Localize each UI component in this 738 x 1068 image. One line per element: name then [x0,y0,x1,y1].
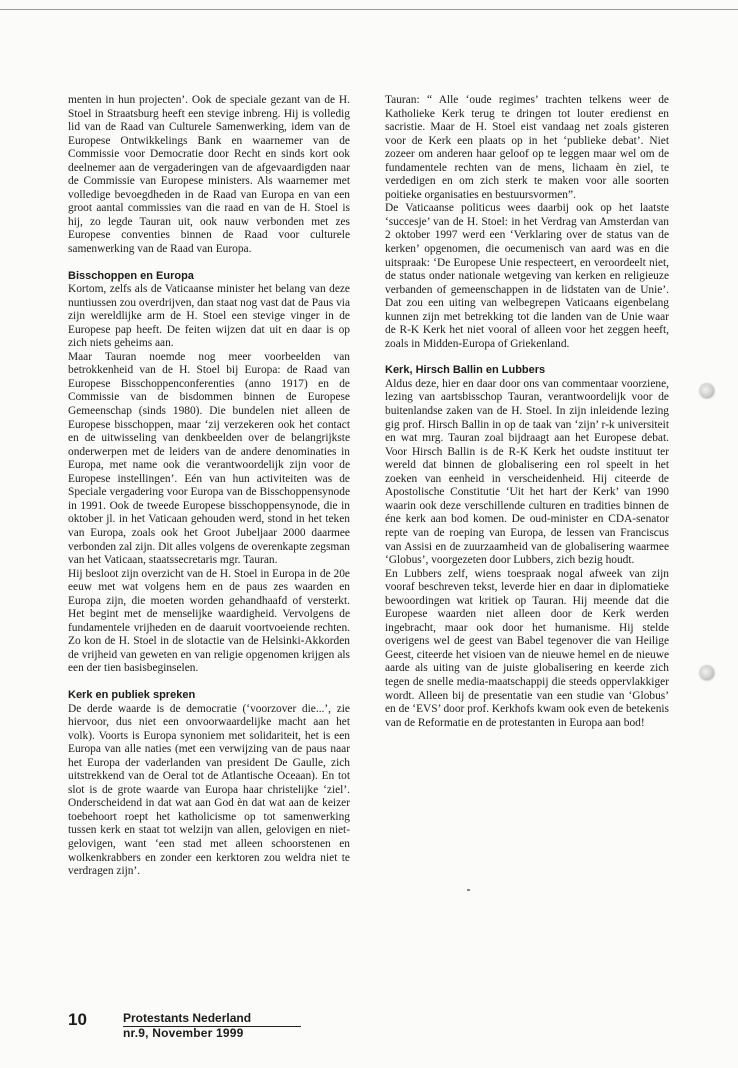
left-column [68,94,350,879]
body-paragraph: Tauran: “ Alle ‘oude regimes’ trachten telkens weer de Katholieke Kerk terug te dringen tot louter eredienst en sacristie. Maar de H. Stoel eist vandaag net zoals gisteren voor de Kerk een plaats op in het ‘publieke debat’. Niet zozeer om anderen haar geloof op te leggen maar wel om de fundamentele rechten van de mens, lichaam èn ziel, te verdedigen en om zich sterk te maken voor alle soorten poitieke organisaties en bestuursvormen”. [385,94,669,201]
body-paragraph: Hij besloot zijn overzicht van de H. Stoel in Europa in de 20e eeuw met wat volgens hem en de paus zes waarden en Europa zijn, die moeten worden gehandhaafd of versterkt. Het begint met de menselijke waardigheid. Vervolgens de fundamentele vrijheden en de daaruit voortvoeiende rechten. Zo kon de H. Stoel in de slotactie van de Helsinki-Akkorden de vrijheid van geweten en van religie opgenomen krijgen als een der tien basisbeginselen. [68,567,350,675]
body-paragraph: Aldus deze, hier en daar door ons van commentaar voorziene, lezing van aartsbisschop Tauran, verantwoordelijk voor de buitenlandse zaken van de H. Stoel. In zijn inleidende lezing gig prof. Hirsch Ballin in op de taak van ‘zijn’ r-k universiteit en wat mrg. Tauran zoal bijdraagt aan het Europese debat. Voor Hirsch Ballin is de R-K Kerk het oudste instituut ter wereld dat binnen de globalisering een rol speelt in het zoeken van eenheid in verscheidenheid. Hij citeerde de Apostolische Constitutie ‘Uit het hart der Kerk’ van 1990 waarin ook deze verschillende culturen en tradities binnen de éne kerk aan bod komen. De oud-minister en CDA-senator repte van de roeping van Europa, de lessen van Franciscus van Assisi en de zuurzaamheid van de globalisering waarmee ‘Globus’, voorgezeten door Lubbers, zich bezig houdt. [385,377,669,567]
page-number: 10 [68,1010,87,1029]
section-heading: Kerk en publiek spreken [68,688,196,701]
issue-line: nr.9, November 1999 [123,1026,244,1040]
section-heading: Kerk, Hirsch Ballin en Lubbers [385,364,546,377]
body-paragraph: De Vaticaanse politicus wees daarbij ook op het laatste ‘succesje’ van de H. Stoel: in het Verdrag van Amsterdan van 2 oktober 1997 werd een ‘Verklaring over de status van de kerken’ opgenomen, die oecumenisch van aard was en die uitspraak: ‘De Europese Unie respecteert, en veroordeelt niet, de status onder nationale wetgeving van kerken en religieuze verbanden of gemeenschappen in de lidstaten van de Unie’. Dat zou een uiting van welbegrepen Vaticaans eigenbelang kunnen zijn met betrekking tot die landen van de Unie waar de R-K Kerk het niet vooral of alleen voor het zeggen heeft, zoals in Midden-Europa of Griekenland. [385,202,669,350]
punch-hole-bottom [700,666,714,680]
body-paragraph: Kortom, zelfs als de Vaticaanse minister het belang van deze nuntiussen zou overdrijven, dan staat nog vast dat de Paus via zijn wereldlijke arm de H. Stoel een stevige vinger in de Europese pap heeft. De feiten wijzen dat uit en daar is op zich niets geheims aan. [68,283,350,350]
scan-speck [467,889,470,891]
body-paragraph: menten in hun projecten’. Ook de speciale gezant van de H. Stoel in Straatsburg heeft een stevige inbreng. Hij is volledig lid van de Raad van Culturele Samenwerking, idem van de Europese Ontwikkelings Bank en waarnemer van de Commissie voor Democratie door Recht en sinds kort ook deelnemer aan de vergaderingen van de afgevaardigden naar de Commissie van Europese ministers. Als waarnemer met volledige bevoegdheden in de Raad van Europa en van een groot aantal commissies van die raad en van de H. Stoel is hij, zo legde Tauran uit, ook nauw verbonden met zes Europese conventies binnen de Raad voor culturele samenwerking van de Raad van Europa. [68,94,350,256]
punch-hole-top [700,384,714,398]
right-column [385,94,669,730]
body-paragraph: De derde waarde is de democratie (‘voorzover die...’, zie hiervoor, dus niet een onvoorwaardelijke macht aan het volk). Voorts is Europa synoniem met solidariteit, het is een Europa van alle naties (met een verwijzing van de paus naar het Europa der vaderlanden van president De Gaulle, zich uitstrekkend van de Oeral tot de Atlantische Oceaan). En tot slot is de grote waarde van Europa haar christelijke ‘ziel’. Onderscheidend in dat wat aan God èn dat wat aan de keizer toebehoort roept het katholicisme op tot samenwerking tussen kerk en staat tot welzijn van allen, gelovigen en niet-gelovigen, want ‘een stad met alleen schoorstenen en wolkenkrabbers en zonder een kerktoren zou weldra niet te verdragen zijn’. [68,702,350,878]
top-rule [0,9,738,10]
body-paragraph: En Lubbers zelf, wiens toespraak nogal afweek van zijn vooraf beschreven tekst, leverde hier en daar in diplomatieke bewoordingen wat kritiek op Tauran. Hij meende dat die Europese waarden niet alleen door de Kerk werden ingebracht, maar ook door het humanisme. Hij stelde overigens wel de geest van Babel tegenover die van Heilige Geest, citeerde het visioen van de nieuwe hemel en de nieuwe aarde als uiting van de juiste globalisering en keerde zich tegen de snelle media-maatschappij die steeds oppervlakkiger wordt. Alleen bij de presentatie van een studie van ‘Globus’ en de ‘EVS’ door prof. Kerkhofs kwam ook even de betekenis van de Reformatie en de protestanten in Europa aan bod! [385,567,669,729]
section-heading: Bisschoppen en Europa [68,269,194,282]
body-paragraph: Maar Tauran noemde nog meer voorbeelden van betrokkenheid van de H. Stoel bij Europa: de Raad van Europese Bisschoppenconferenties (anno 1917) en de Commissie van de bisdommen binnen de Europese Gemeenschap (sinds 1980). Die bundelen niet alleen de Europese bisschoppen, maar ‘zij verzekeren ook het contact en de uitwisseling van denkbeelden over de belangrijkste onderwerpen met de leiders van de andere denominaties in Europa, met name ook die verantwoordelijk zijn voor de Europese instellingen’. Eén van hun activiteiten was de Speciale vergadering voor Europa van de Bisschoppensynode in 1991. Ook de tweede Europese bisschoppensynode, die in oktober jl. in het Vaticaan gehouden werd, stond in het teken van Europa, zoals ook het Groot Jubeljaar 2000 daarmee verbonden zal zijn. Dit alles volgens de overenkapte zegsman van het Vaticaan, staatssecretaris mgr. Tauran. [68,350,350,567]
magazine-title: Protestants Nederland [123,1011,301,1027]
